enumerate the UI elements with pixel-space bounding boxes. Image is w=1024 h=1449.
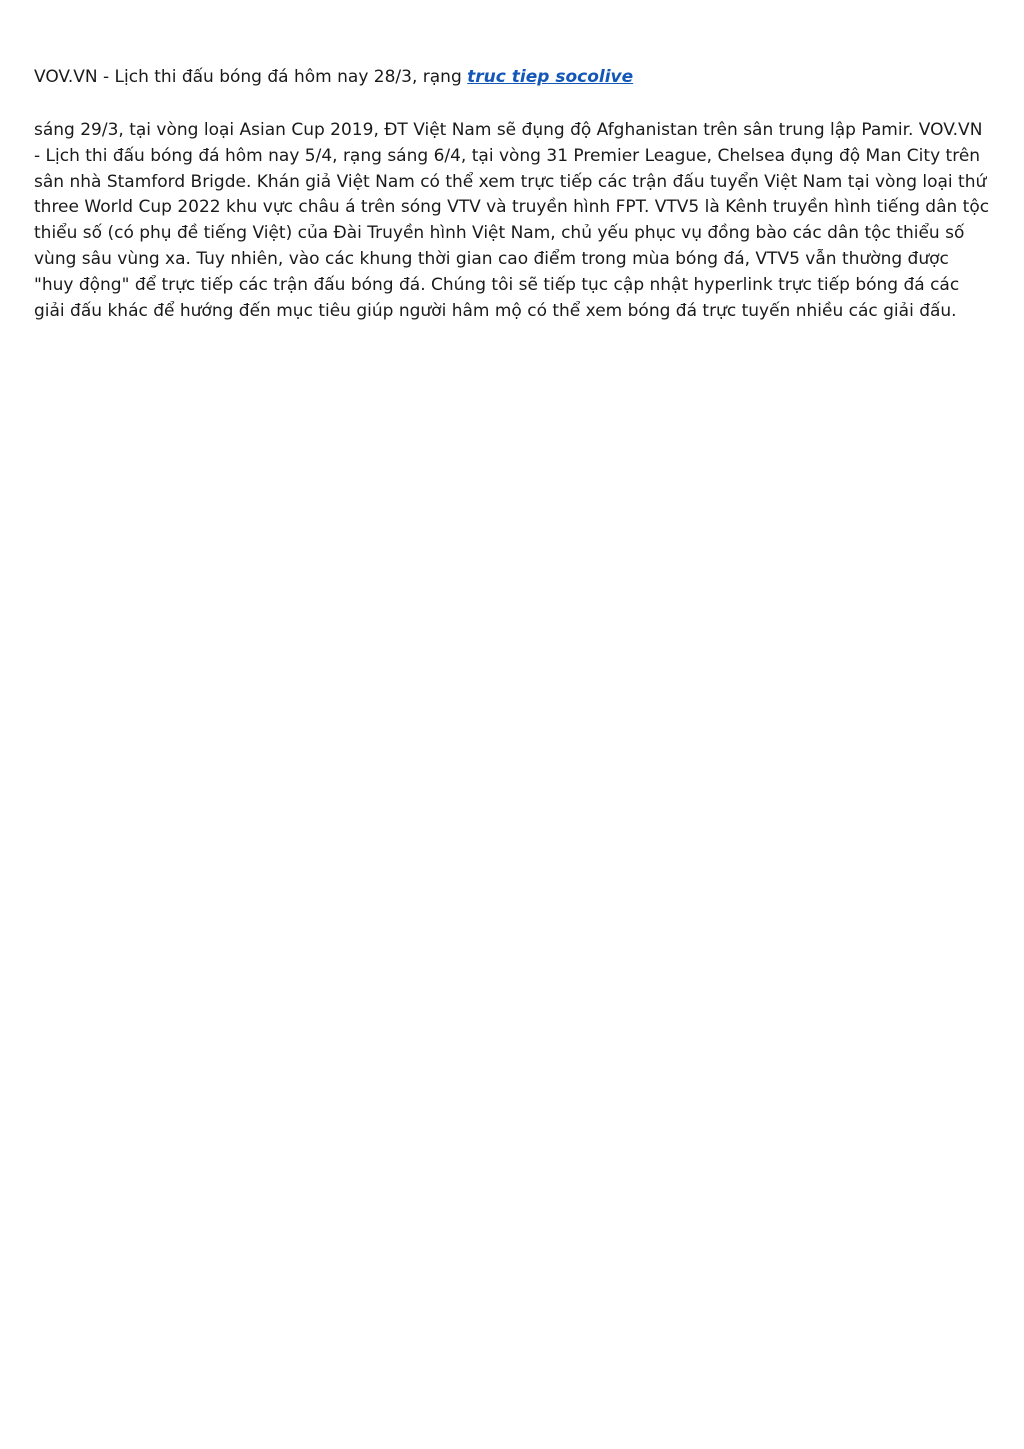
intro-text: VOV.VN - Lịch thi đấu bóng đá hôm nay 28/3, rạng <box>34 67 468 87</box>
intro-line <box>34 64 990 90</box>
socolive-link[interactable]: truc tiep socolive <box>467 67 634 87</box>
body-paragraph: sáng 29/3, tại vòng loại Asian Cup 2019, ĐT Việt Nam sẽ đụng độ Afghanistan trên sân trung lập Pamir. VOV.VN - Lịch thi đấu bóng đá hôm nay 5/4, rạng sáng 6/4, tại vòng 31 Premier League, Chelsea đụng độ Man City trên sân nhà Stamford Brigde. Khán giả Việt Nam có thể xem trực tiếp các trận đấu tuyển Việt Nam tại vòng loại thứ three World Cup 2022 khu vực châu á trên sóng VTV và truyền hình FPT. VTV5 là Kênh truyền hình tiếng dân tộc thiểu số (có phụ đề tiếng Việt) của Đài Truyền hình Việt Nam, chủ yếu phục vụ đồng bào các dân tộc thiểu số vùng sâu vùng xa. Tuy nhiên, vào các khung thời gian cao điểm trong mùa bóng đá, VTV5 vẫn thường được "huy động" để trực tiếp các trận đấu bóng đá. Chúng tôi sẽ tiếp tục cập nhật hyperlink trực tiếp bóng đá các giải đấu khác để hướng đến mục tiêu giúp người hâm mộ có thể xem bóng đá trực tuyến nhiều các giải đấu. <box>34 120 990 321</box>
